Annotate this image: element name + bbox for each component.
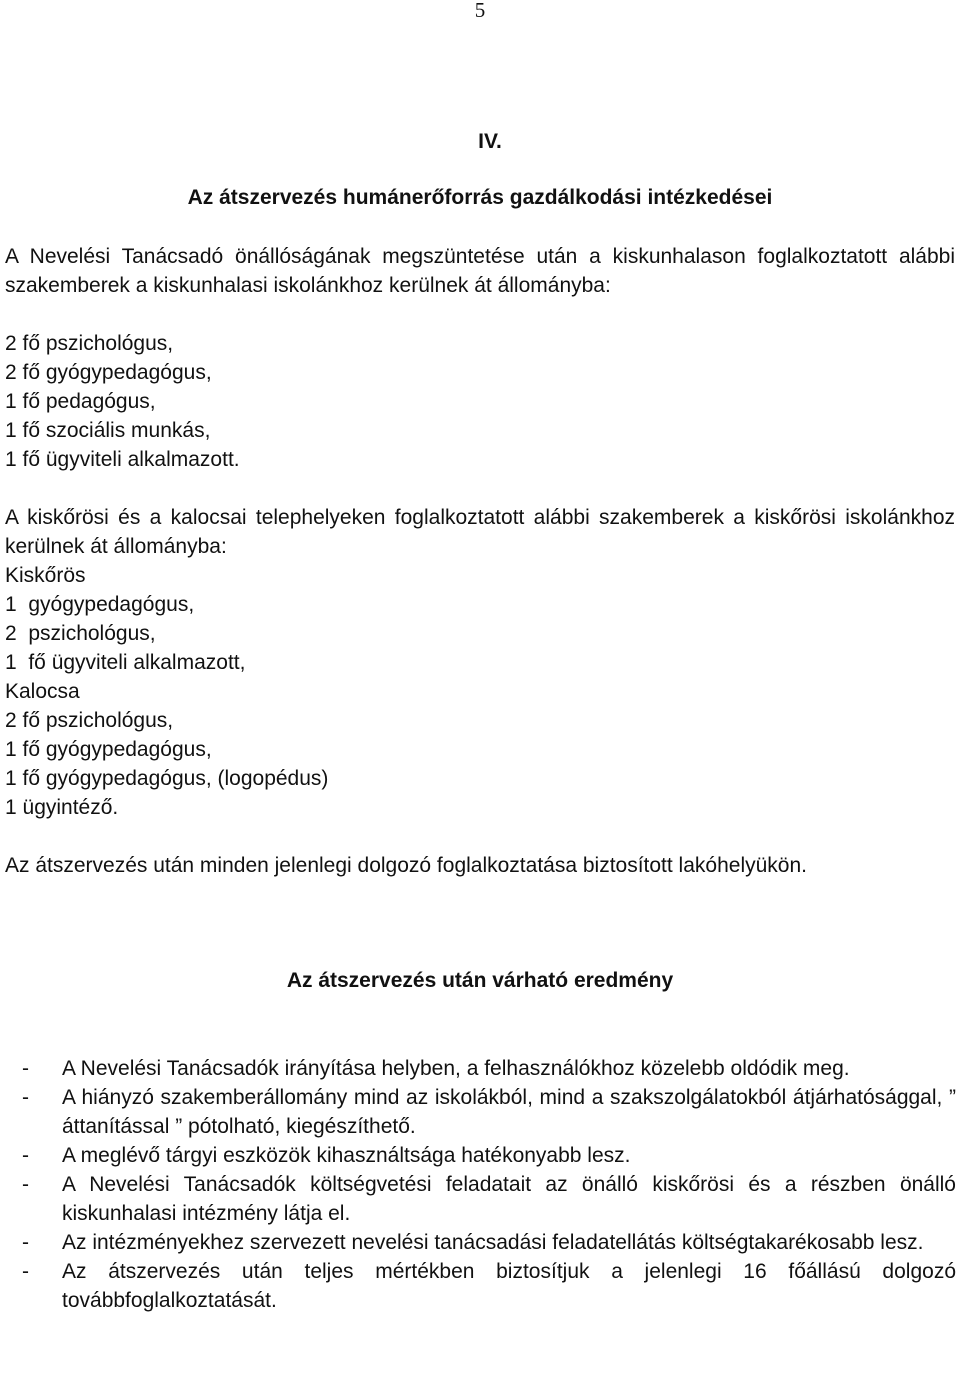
list-item: [22, 1083, 956, 1141]
list-item: [22, 1228, 956, 1257]
list-item: [22, 1257, 956, 1315]
closing-paragraph: Az átszervezés után minden jelenlegi dolgozó foglalkoztatása biztosított lakóhelyükön.: [5, 854, 807, 877]
location-title-kalocsa: Kalocsa: [5, 680, 80, 703]
list-item: 1 fő szociális munkás,: [5, 419, 211, 442]
list-item: [22, 1170, 956, 1228]
list-item: 1 fő gyógypedagógus, (logopédus): [5, 767, 329, 790]
bullet-dash: -: [22, 1231, 29, 1254]
location-title-kiskoros: Kiskőrös: [5, 564, 86, 587]
page-number: 5: [474, 0, 486, 22]
section-heading-hr-measures: Az átszervezés humánerőforrás gazdálkodási intézkedései: [187, 186, 773, 209]
list-item: 2 fő pszichológus,: [5, 332, 174, 355]
section-heading-expected-results: Az átszervezés után várható eredmény: [286, 969, 674, 992]
bullet-dash: -: [22, 1260, 29, 1283]
bullet-dash: -: [22, 1173, 29, 1196]
list-item: 1 fő pedagógus,: [5, 390, 156, 413]
bullet-dash: -: [22, 1057, 29, 1080]
list-item-text: A meglévő tárgyi eszközök kihasználtsága hatékonyabb lesz.: [62, 1144, 631, 1167]
list-item: 1 gyógypedagógus,: [5, 593, 195, 616]
list-item-text: A hiányzó szakemberállomány mind az iskolákból, mind a szakszolgálatokból átjárhatósággal, ” áttanítással ” pótolható, kiegészíthető.: [62, 1086, 956, 1138]
chapter-number: IV.: [478, 130, 502, 153]
bullet-dash: -: [22, 1144, 29, 1167]
bullet-dash: -: [22, 1086, 29, 1109]
list-item: 1 fő ügyviteli alkalmazott.: [5, 448, 240, 471]
list-item-text: A Nevelési Tanácsadók irányítása helyben, a felhasználókhoz közelebb oldódik meg.: [62, 1057, 850, 1080]
list-item: 1 fő gyógypedagógus,: [5, 738, 212, 761]
list-item: 1 ügyintéző.: [5, 796, 119, 819]
intro-paragraph: A Nevelési Tanácsadó önállóságának megszüntetése után a kiskunhalason foglalkoztatott alábbi szakemberek a kiskunhalasi iskolánkhoz kerülnek át állományba:: [5, 245, 955, 297]
list-item-text: Az intézményekhez szervezett nevelési tanácsadási feladatellátás költségtakarékosabb lesz.: [62, 1231, 924, 1254]
list-item: [22, 1054, 956, 1083]
staff-list-kiskunhalas: [5, 329, 955, 474]
expected-results-list: [22, 1054, 956, 1315]
list-item: 2 fő pszichológus,: [5, 709, 174, 732]
list-item-text: A Nevelési Tanácsadók költségvetési feladatait az önálló kiskőrösi és a részben önálló kiskunhalasi intézmény látja el.: [62, 1173, 956, 1225]
intro-paragraph-2: A kiskőrösi és a kalocsai telephelyeken foglalkoztatott alábbi szakemberek a kiskőrösi iskolánkhoz kerülnek át állományba:: [5, 506, 955, 558]
list-item: [22, 1141, 956, 1170]
list-item: 2 pszichológus,: [5, 622, 156, 645]
list-item: 1 fő ügyviteli alkalmazott,: [5, 651, 246, 674]
list-item: 2 fő gyógypedagógus,: [5, 361, 212, 384]
staff-list-kiskoros-kalocsa: [5, 561, 955, 822]
list-item-text: Az átszervezés után teljes mértékben biztosítjuk a jelenlegi 16 főállású dolgozó továbbfoglalkoztatását.: [62, 1260, 956, 1312]
